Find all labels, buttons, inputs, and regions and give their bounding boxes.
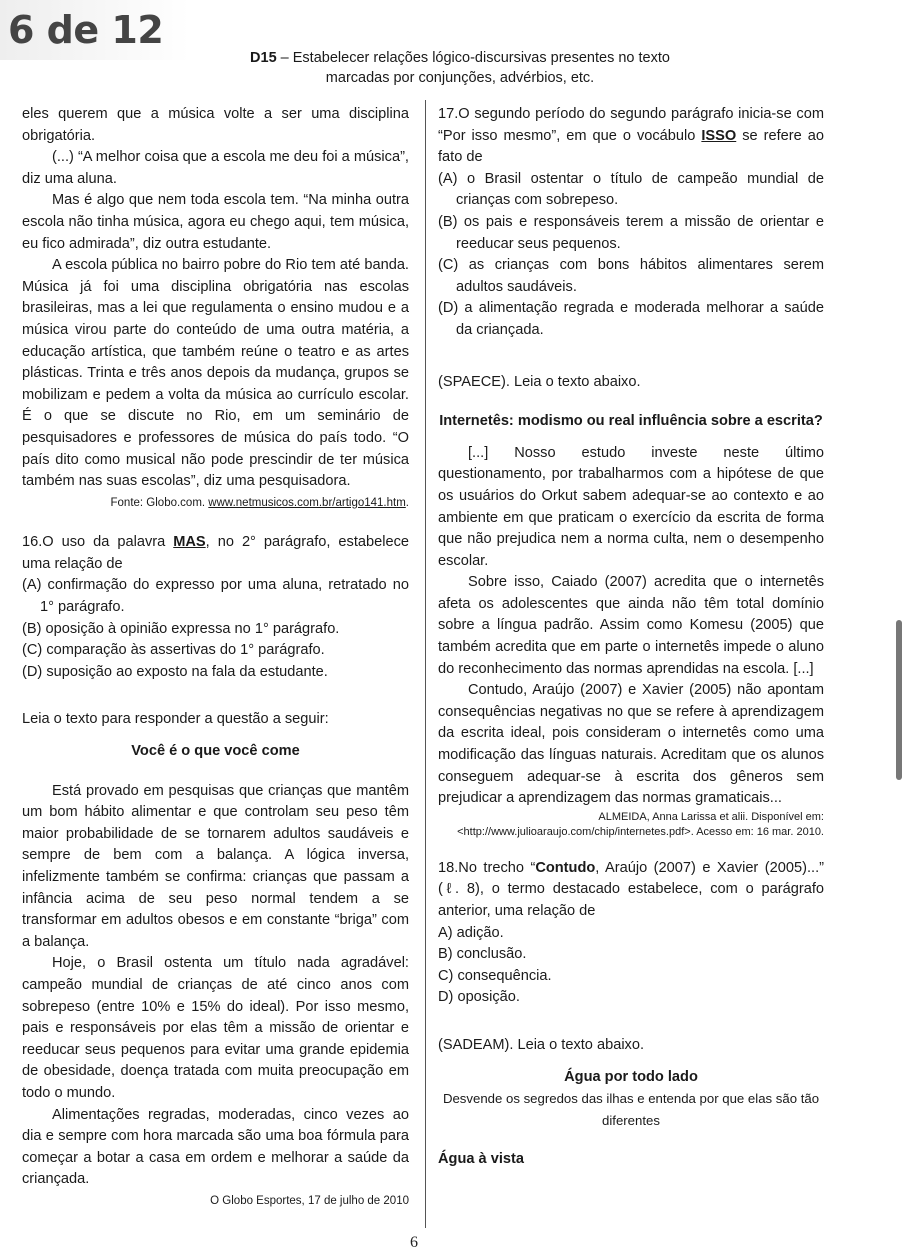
descriptor-line-2: marcadas por conjunções, advérbios, etc.	[325, 70, 595, 86]
text-subtitle: Desvende os segredos das ilhas e entenda por que elas são tão diferentes	[442, 1091, 820, 1128]
paragraph: eles querem que a música volte a ser uma disciplina obrigatória.	[22, 106, 409, 144]
instruction: (SPAECE). Leia o texto abaixo.	[438, 373, 641, 390]
paragraph: Mas é algo que nem toda escola tem. “Na minha outra escola não tinha música, agora eu chego aqui, tem música, eu fico admirada”, diz outra estudante.	[22, 192, 409, 252]
instruction: (SADEAM). Leia o texto abaixo.	[438, 1036, 645, 1053]
answer-option: (C) as crianças com bons hábitos alimentares serem adultos saudáveis.	[438, 257, 824, 295]
answer-option: (B) oposição à opinião expressa no 1° parágrafo.	[22, 620, 340, 637]
paragraph: Está provado em pesquisas que crianças que mantêm um bom hábito alimentar e que controlam seu peso têm maior probabilidade de se tornarem adultos saudáveis e sempre de bem com a balança. A lógica inversa, infelizmente também se confirma: crianças que passam a infância acima de seu peso normal tendem a se transformar em adultos obesos e em constante “briga” com a balança.	[22, 782, 409, 950]
answer-option: (B) os pais e responsáveis terem a missão de orientar e reeducar seus pequenos.	[438, 213, 824, 252]
left-column	[22, 104, 409, 1213]
source-citation: ALMEIDA, Anna Larissa et alii. Disponível em:	[598, 810, 824, 823]
text-title: Internetês: modismo ou real influência sobre a escrita?	[439, 413, 823, 430]
descriptor-code: D15	[250, 50, 277, 66]
paragraph: (...) “A melhor coisa que a escola me deu foi a música”, diz uma aluna.	[22, 149, 409, 187]
paragraph: Alimentações regradas, moderadas, cinco vezes ao dia e sempre com hora marcada são uma boa fórmula para começar a botar a casa em ordem e melhorar a saúde da criançada.	[22, 1106, 409, 1188]
page-number: 6	[410, 1234, 418, 1251]
source-citation: O Globo Esportes, 17 de julho de 2010	[210, 1194, 409, 1207]
scrollbar-thumb[interactable]	[896, 620, 902, 780]
descriptor-text: – Estabelecer relações lógico-discursivas presentes no texto	[276, 50, 670, 66]
answer-option: D) oposição.	[438, 989, 520, 1006]
descriptor-heading	[180, 48, 740, 88]
answer-option: (A) o Brasil ostentar o título de campeão mundial de crianças com sobrepeso.	[438, 170, 824, 209]
highlighted-word: ISSO	[701, 127, 737, 144]
highlighted-word: Contudo	[535, 859, 596, 876]
answer-option: B) conclusão.	[438, 946, 527, 963]
paragraph: Hoje, o Brasil ostenta um título nada agradável: campeão mundial de crianças de até cinco anos com sobrepeso (entre 10% e 15% do ideal). Por isso mesmo, pais e responsáveis por elas têm a missão de orientar e reeducar seus pequenos para evitar uma grande epidemia de obesidade, doença tratada com muita preocupação em todo o mundo.	[22, 955, 409, 1101]
section-heading: Água à vista	[438, 1151, 524, 1168]
question-18-stem: 18.No trecho “Contudo, Araújo (2007) e Xavier (2005)...” (ℓ. 8), o termo destacado estabelece, com o parágrafo anterior, uma relação de	[438, 859, 824, 919]
source-link[interactable]: www.netmusicos.com.br/artigo141.htm	[208, 496, 406, 509]
answer-option: (D) suposição ao exposto na fala da estudante.	[22, 663, 328, 680]
answer-option: (D) a alimentação regrada e moderada melhorar a saúde da criançada.	[438, 300, 824, 338]
paragraph: [...] Nosso estudo investe neste último questionamento, por trabalharmos com a hipótese de que os usuários do Orkut sabem adequar-se ao contexto e ao ambiente em que praticam o exercício da escrita de forma que não prejudica nem a norma culta, nem o desempenho escolar.	[438, 444, 824, 569]
instruction: Leia o texto para responder a questão a seguir:	[22, 711, 329, 728]
source-citation: <http://www.julioaraujo.com/chip/internetes.pdf>. Acesso em: 16 mar. 2010.	[457, 825, 824, 838]
right-column	[438, 104, 824, 1171]
answer-option: (A) confirmação do expresso por uma aluna, retratado no 1° parágrafo.	[22, 577, 409, 616]
column-divider	[425, 100, 426, 1228]
question-16-stem: 16.O uso da palavra MAS, no 2° parágrafo, estabelece uma relação de	[22, 534, 409, 572]
text-title: Você é o que você come	[131, 743, 300, 760]
highlighted-word: MAS	[173, 534, 206, 551]
paragraph: Contudo, Araújo (2007) e Xavier (2005) não apontam consequências negativas no que se refere à aprendizagem da escrita ideal, pois consideram o internetês como uma modificação das línguas naturais. Acreditam que os alunos conseguem adequar-se à escrita dos gêneros sem prejudicar a aprendizagem das normas gramaticais...	[438, 682, 824, 807]
text-title: Água por todo lado	[564, 1068, 698, 1085]
answer-option: C) consequência.	[438, 967, 552, 984]
paragraph: Sobre isso, Caiado (2007) acredita que o internetês afeta os adolescentes que ainda não têm total domínio sobre a língua padrão. Assim como Komesu (2005) que também acredita que em parte o internetês impede o aluno do reconhecimento das normas aprendidas na escola. [...]	[438, 574, 824, 677]
source-citation: Fonte: Globo.com. www.netmusicos.com.br/artigo141.htm.	[110, 496, 409, 509]
paragraph: A escola pública no bairro pobre do Rio tem até banda. Música já foi uma disciplina obrigatória nas escolas brasileiras, mas a lei que regulamenta o ensino mudou e a música virou parte do conteúdo de uma outra matéria, a educação artística, que também reúne o teatro e as artes plásticas. Trinta e três anos depois da mudança, grupos se mobilizam e pedem a volta da música ao currículo escolar. É o que se discute no Rio, em um seminário de pesquisadores e professores de música do país todo. “O país dito como musical não pode prescindir de ter música também nas suas escolas”, diz uma pesquisadora.	[22, 257, 409, 490]
answer-option: A) adição.	[438, 924, 504, 941]
page-counter: 6 de 12	[8, 8, 164, 52]
answer-option: (C) comparação às assertivas do 1° parágrafo.	[22, 642, 325, 659]
question-17-stem: 17.O segundo período do segundo parágrafo inicia-se com “Por isso mesmo”, em que o vocábulo ISSO se refere ao fato de	[438, 106, 824, 166]
